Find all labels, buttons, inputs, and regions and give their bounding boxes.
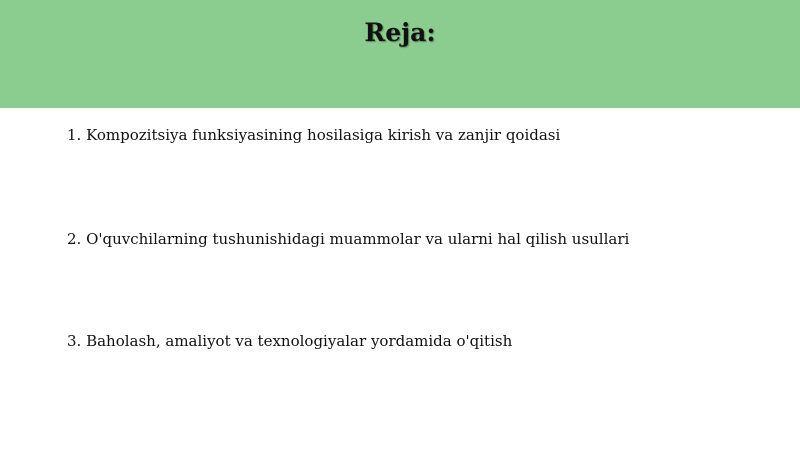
- agenda-item-2: 2. O'quvchilarning tushunishidagi muammolar va ularni hal qilish usullari: [67, 230, 630, 248]
- header-band: [0, 0, 800, 108]
- agenda-item-1: 1. Kompozitsiya funksiyasining hosilasiga kirish va zanjir qoidasi: [67, 126, 561, 144]
- agenda-item-3: 3. Baholash, amaliyot va texnologiyalar yordamida o'qitish: [67, 332, 513, 350]
- slide-title: Reja:: [364, 18, 436, 47]
